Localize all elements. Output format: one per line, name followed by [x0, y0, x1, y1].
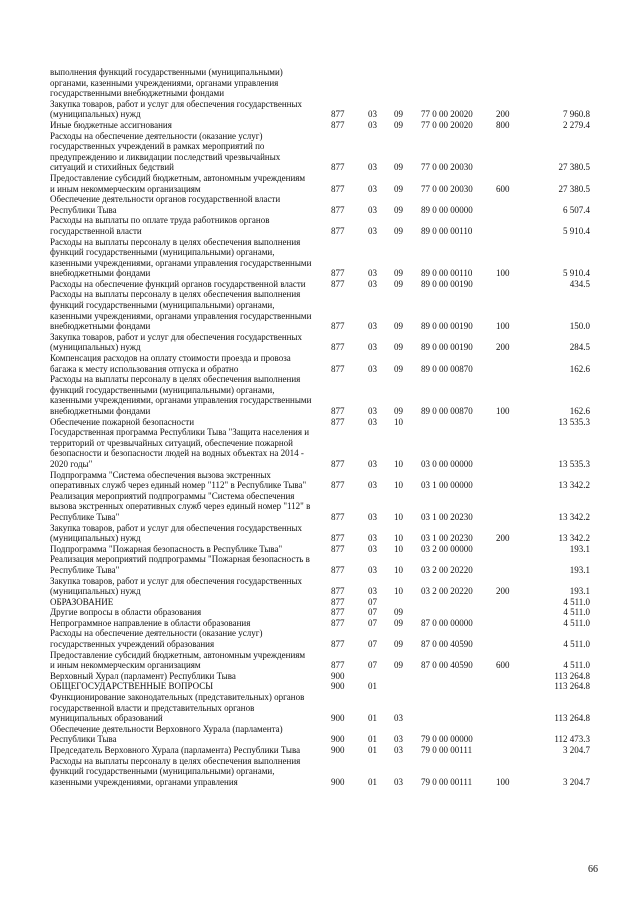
admin-code: 877 — [331, 586, 345, 597]
admin-code: 877 — [331, 109, 345, 120]
expense-type-code: 600 — [496, 183, 510, 194]
row-description: Компенсация расходов на оплату стоимости проезда и провоза багажа к месту использования отпуска и обратно — [50, 353, 291, 374]
table-row — [50, 374, 610, 416]
row-description: Расходы на выплаты персоналу в целях обеспечения выполнения функций государственными (муниципальными) органами, казенными учреждениями, органами управления государственными внебюджетными фондами — [50, 374, 312, 416]
target-article-code: 89 0 00 00190 — [421, 278, 473, 289]
table-row — [50, 554, 610, 575]
row-description: Расходы на выплаты персоналу в целях обеспечения выполнения функций государственными (муниципальными) органами, казенными учреждениями, органами управления государственными внебюджетными фондами — [50, 236, 312, 279]
amount: 13 535.3 — [558, 416, 590, 427]
section-code: 03 — [368, 533, 377, 544]
admin-code: 900 — [331, 670, 345, 681]
row-description: Другие вопросы в области образования — [50, 607, 202, 618]
admin-code: 877 — [331, 321, 345, 332]
target-article-code: 89 0 00 00190 — [421, 321, 473, 332]
row-description: Расходы на выплаты персоналу в целях обеспечения выполнения функций государственными (муниципальными) органами, казенными учреждениями, органами управления государственными внебюджетными фондами — [50, 289, 312, 332]
subsection-code: 09 — [394, 109, 403, 120]
row-description: Обеспечение деятельности Верховного Хурала (парламента) Республики Тыва — [50, 723, 283, 745]
amount: 284.5 — [569, 342, 590, 353]
amount: 3 204.7 — [563, 745, 590, 755]
section-code: 03 — [368, 109, 377, 120]
target-article-code: 77 0 00 20030 — [421, 183, 473, 194]
table-row — [50, 628, 610, 649]
admin-code: 877 — [331, 268, 345, 279]
section-code: 03 — [368, 321, 377, 332]
subsection-code: 10 — [394, 511, 403, 522]
table-row — [50, 491, 610, 523]
admin-code: 877 — [331, 480, 345, 491]
row-description: Закупка товаров, работ и услуг для обеспечения государственных (муниципальных) нужд — [50, 331, 303, 353]
section-code: 07 — [368, 617, 377, 628]
amount: 113 264.8 — [554, 681, 590, 692]
section-code: 03 — [368, 119, 377, 130]
subsection-code: 09 — [394, 342, 403, 353]
row-description: Расходы на обеспечение функций органов государственной власти — [50, 278, 306, 289]
admin-code: 877 — [331, 617, 345, 628]
subsection-code: 09 — [394, 363, 403, 374]
subsection-code: 09 — [394, 119, 403, 130]
subsection-code: 09 — [394, 321, 403, 332]
amount: 4 511.0 — [563, 596, 590, 607]
target-article-code: 87 0 00 40590 — [421, 660, 473, 671]
expense-type-code: 200 — [496, 586, 510, 597]
amount: 2 279.4 — [563, 119, 590, 130]
row-description: Подпрограмма "Пожарная безопасность в Республике Тыва" — [50, 543, 283, 554]
amount: 113 264.8 — [554, 713, 590, 724]
table-row — [50, 289, 610, 331]
section-code: 03 — [368, 225, 377, 236]
amount: 5 910.4 — [563, 268, 590, 279]
section-code: 03 — [368, 363, 377, 374]
subsection-code: 09 — [394, 225, 403, 236]
section-code: 03 — [368, 480, 377, 491]
row-description: Расходы на выплаты по оплате труда работников органов государственной власти — [50, 215, 270, 236]
target-article-code: 77 0 00 20030 — [421, 162, 473, 173]
admin-code: 900 — [331, 776, 345, 787]
target-article-code: 03 1 00 20230 — [421, 511, 473, 522]
subsection-code: 03 — [394, 745, 403, 755]
row-description: Расходы на обеспечение деятельности (оказание услуг) государственных учреждений образования — [50, 628, 263, 650]
amount: 6 507.4 — [563, 204, 590, 215]
row-description: выполнения функций государственными (муниципальными) органами, казенными учреждениями, органами управления государственными внебюджетными фондами — [50, 67, 283, 99]
section-code: 03 — [368, 416, 377, 427]
target-article-code: 89 0 00 00870 — [421, 406, 473, 416]
amount: 13 342.2 — [558, 511, 590, 522]
section-code: 03 — [368, 458, 377, 469]
subsection-code: 09 — [394, 204, 403, 215]
amount: 193.1 — [569, 564, 590, 575]
amount: 4 511.0 — [563, 660, 590, 671]
amount: 193.1 — [569, 586, 590, 597]
section-code: 01 — [368, 745, 377, 755]
amount: 7 960.8 — [563, 109, 590, 120]
admin-code: 877 — [331, 278, 345, 289]
table-row — [50, 650, 610, 671]
table-row — [50, 576, 610, 597]
target-article-code: 79 0 00 00000 — [421, 734, 473, 745]
expense-type-code: 100 — [496, 776, 510, 787]
row-description: Председатель Верховного Хурала (парламента) Республики Тыва — [50, 745, 301, 755]
expense-type-code: 100 — [496, 268, 510, 279]
section-code: 01 — [368, 713, 377, 724]
table-row — [50, 724, 610, 745]
table-row — [50, 99, 610, 120]
subsection-code: 03 — [394, 713, 403, 724]
row-description: Непрограммное направление в области образования — [50, 617, 251, 628]
section-code: 01 — [368, 681, 377, 692]
table-row — [50, 173, 610, 194]
subsection-code: 10 — [394, 458, 403, 469]
section-code: 03 — [368, 278, 377, 289]
section-code: 03 — [368, 162, 377, 173]
amount: 113 264.8 — [554, 670, 590, 681]
expense-type-code: 600 — [496, 660, 510, 671]
admin-code: 877 — [331, 363, 345, 374]
admin-code: 877 — [331, 660, 345, 671]
amount: 4 511.0 — [563, 639, 590, 650]
budget-table — [50, 67, 610, 787]
section-code: 03 — [368, 204, 377, 215]
table-row — [50, 671, 610, 682]
target-article-code: 89 0 00 00870 — [421, 363, 473, 374]
table-row — [50, 745, 610, 756]
table-row — [50, 120, 610, 131]
table-row — [50, 67, 610, 99]
admin-code: 877 — [331, 162, 345, 173]
section-code: 01 — [368, 734, 377, 745]
target-article-code: 87 0 00 00000 — [421, 617, 473, 628]
amount: 193.1 — [569, 543, 590, 554]
admin-code: 877 — [331, 639, 345, 650]
target-article-code: 89 0 00 00110 — [421, 225, 473, 236]
table-row — [50, 618, 610, 629]
subsection-code: 09 — [394, 183, 403, 194]
section-code: 03 — [368, 586, 377, 597]
table-row — [50, 544, 610, 555]
admin-code: 877 — [331, 596, 345, 607]
amount: 4 511.0 — [563, 617, 590, 628]
subsection-code: 03 — [394, 776, 403, 787]
section-code: 03 — [368, 268, 377, 279]
table-row — [50, 417, 610, 428]
admin-code: 877 — [331, 406, 345, 416]
expense-type-code: 100 — [496, 321, 510, 332]
target-article-code: 77 0 00 20020 — [421, 119, 473, 130]
target-article-code: 89 0 00 00000 — [421, 204, 473, 215]
row-description: Расходы на выплаты персоналу в целях обеспечения выполнения функций государственными (муниципальными) органами, казенными учреждениями, органами управления — [50, 755, 301, 787]
table-row — [50, 523, 610, 544]
admin-code: 877 — [331, 204, 345, 215]
section-code: 03 — [368, 406, 377, 416]
row-description: Реализация мероприятий подпрограммы "Система обеспечения вызова экстренных оперативных служб через единый номер "112" в Республике Тыва" — [50, 490, 311, 522]
amount: 4 511.0 — [563, 607, 590, 618]
page-number: 66 — [588, 864, 598, 875]
amount: 5 910.4 — [563, 225, 590, 236]
expense-type-code: 200 — [496, 533, 510, 544]
section-code: 03 — [368, 543, 377, 554]
section-code: 07 — [368, 660, 377, 671]
admin-code: 900 — [331, 734, 345, 745]
section-code: 01 — [368, 776, 377, 787]
admin-code: 877 — [331, 543, 345, 554]
admin-code: 877 — [331, 342, 345, 353]
admin-code: 900 — [331, 745, 345, 755]
admin-code: 877 — [331, 416, 345, 427]
subsection-code: 09 — [394, 639, 403, 650]
target-article-code: 79 0 00 00111 — [421, 745, 473, 755]
row-description: Предоставление субсидий бюджетным, автономным учреждениям и иным некоммерческим организациям — [50, 649, 306, 671]
table-row — [50, 692, 610, 724]
row-description: Реализация мероприятий подпрограммы "Пожарная безопасность в Республике Тыва" — [50, 554, 310, 575]
subsection-code: 09 — [394, 406, 403, 416]
table-row — [50, 353, 610, 374]
section-code: 07 — [368, 639, 377, 650]
table-row — [50, 607, 610, 618]
section-code: 03 — [368, 511, 377, 522]
target-article-code: 89 0 00 00190 — [421, 342, 473, 353]
target-article-code: 89 0 00 00110 — [421, 268, 473, 279]
table-row — [50, 681, 610, 692]
expense-type-code: 200 — [496, 109, 510, 120]
section-code: 07 — [368, 607, 377, 618]
target-article-code: 03 2 00 20220 — [421, 586, 473, 597]
row-description: Закупка товаров, работ и услуг для обеспечения государственных (муниципальных) нужд — [50, 575, 303, 597]
section-code: 07 — [368, 596, 377, 607]
subsection-code: 09 — [394, 268, 403, 279]
subsection-code: 09 — [394, 617, 403, 628]
subsection-code: 10 — [394, 416, 403, 427]
row-description: Государственная программа Республики Тыва "Защита населения и территорий от чрезвычайных ситуаций, обеспечение пожарной безопасности и безопасности людей на водных объектах на 2014 - 2020 годы" — [50, 427, 310, 469]
amount: 13 342.2 — [558, 533, 590, 544]
target-article-code: 79 0 00 00111 — [421, 776, 473, 787]
row-description: Предоставление субсидий бюджетным, автономным учреждениям и иным некоммерческим организациям — [50, 172, 306, 194]
admin-code: 877 — [331, 119, 345, 130]
admin-code: 877 — [331, 458, 345, 469]
section-code: 03 — [368, 342, 377, 353]
subsection-code: 10 — [394, 533, 403, 544]
subsection-code: 09 — [394, 607, 403, 618]
admin-code: 900 — [331, 713, 345, 724]
target-article-code: 03 1 00 20230 — [421, 533, 473, 544]
subsection-code: 09 — [394, 660, 403, 671]
table-row — [50, 215, 610, 236]
amount: 27 380.5 — [558, 162, 590, 173]
admin-code: 877 — [331, 183, 345, 194]
expense-type-code: 200 — [496, 342, 510, 353]
admin-code: 877 — [331, 607, 345, 618]
table-row — [50, 597, 610, 608]
admin-code: 900 — [331, 681, 345, 692]
amount: 3 204.7 — [563, 776, 590, 787]
row-description: Закупка товаров, работ и услуг для обеспечения государственных (муниципальных) нужд — [50, 522, 303, 544]
row-description: ОБРАЗОВАНИЕ — [50, 596, 114, 607]
row-description: Верховный Хурал (парламент) Республики Тыва — [50, 670, 236, 681]
target-article-code: 87 0 00 40590 — [421, 639, 473, 650]
admin-code: 877 — [331, 225, 345, 236]
target-article-code: 03 2 00 20220 — [421, 564, 473, 575]
admin-code: 877 — [331, 533, 345, 544]
subsection-code: 10 — [394, 586, 403, 597]
subsection-code: 10 — [394, 480, 403, 491]
table-row — [50, 279, 610, 290]
table-row — [50, 470, 610, 491]
subsection-code: 10 — [394, 564, 403, 575]
row-description: Подпрограмма "Система обеспечения вызова экстренных оперативных служб через единый номер "112" в Республике Тыва" — [50, 469, 307, 491]
subsection-code: 10 — [394, 543, 403, 554]
admin-code: 877 — [331, 511, 345, 522]
amount: 13 342.2 — [558, 480, 590, 491]
section-code: 03 — [368, 564, 377, 575]
subsection-code: 09 — [394, 162, 403, 173]
target-article-code: 77 0 00 20020 — [421, 109, 473, 120]
table-row — [50, 756, 610, 788]
table-row — [50, 427, 610, 469]
amount: 27 380.5 — [558, 183, 590, 194]
expense-type-code: 100 — [496, 406, 510, 416]
admin-code: 877 — [331, 564, 345, 575]
target-article-code: 03 2 00 00000 — [421, 543, 473, 554]
amount: 13 535.3 — [558, 458, 590, 469]
row-description: Закупка товаров, работ и услуг для обеспечения государственных (муниципальных) нужд — [50, 98, 303, 120]
row-description: ОБЩЕГОСУДАРСТВЕННЫЕ ВОПРОСЫ — [50, 681, 214, 692]
amount: 112 473.3 — [554, 734, 590, 745]
target-article-code: 03 0 00 00000 — [421, 458, 473, 469]
amount: 162.6 — [569, 406, 590, 416]
target-article-code: 03 1 00 00000 — [421, 480, 473, 491]
row-description: Обеспечение деятельности органов государственной власти Республики Тыва — [50, 194, 281, 215]
table-row — [50, 332, 610, 353]
table-row — [50, 131, 610, 173]
amount: 434.5 — [569, 278, 590, 289]
section-code: 03 — [368, 183, 377, 194]
subsection-code: 09 — [394, 278, 403, 289]
table-row — [50, 237, 610, 279]
row-description: Иные бюджетные ассигнования — [50, 119, 172, 130]
amount: 162.6 — [569, 363, 590, 374]
row-description: Расходы на обеспечение деятельности (оказание услуг) государственных учреждений в рамках мероприятий по предупреждению и ликвидации последствий чрезвычайных ситуаций и стихийных бедствий — [50, 130, 281, 173]
table-row — [50, 194, 610, 215]
row-description: Функционирование законодательных (представительных) органов государственной власти и представительных органов муниципальных образований — [50, 692, 305, 724]
subsection-code: 03 — [394, 734, 403, 745]
expense-type-code: 800 — [496, 119, 510, 130]
row-description: Обеспечение пожарной безопасности — [50, 416, 195, 427]
amount: 150.0 — [569, 321, 590, 332]
